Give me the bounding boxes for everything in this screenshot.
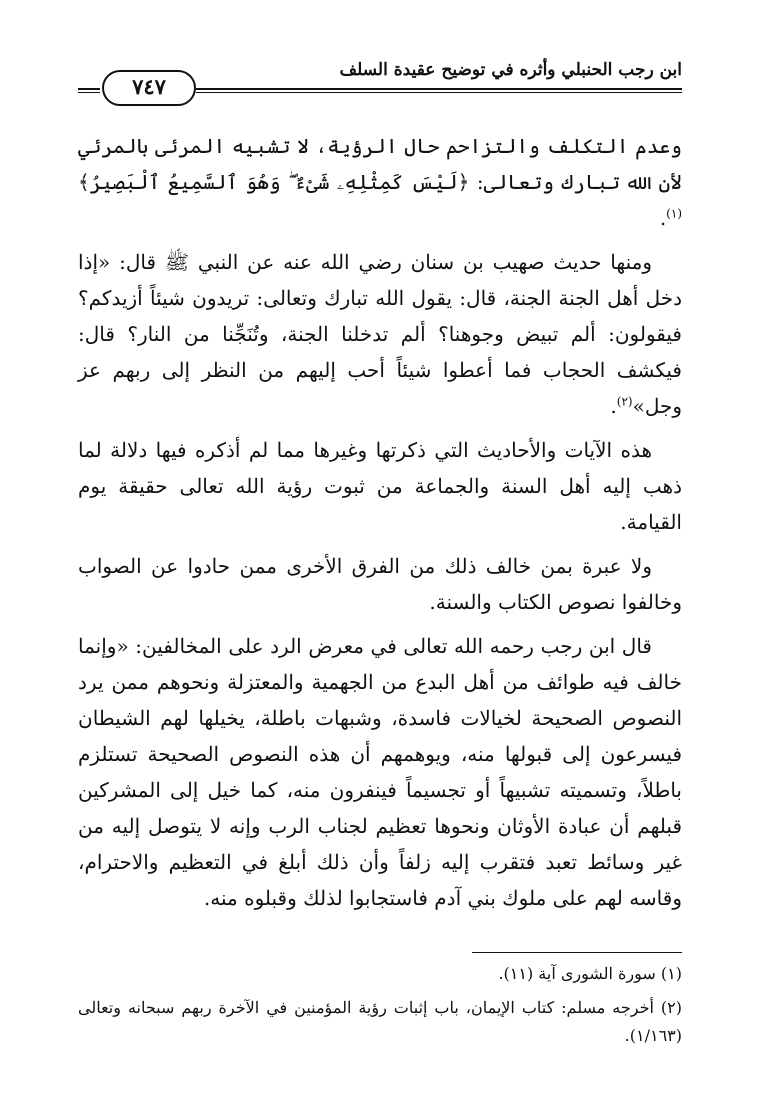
paragraph-1 xyxy=(78,128,682,236)
paragraph-4: ولا عبرة بمن خالف ذلك من الفرق الأخرى ممن حادوا عن الصواب وخالفوا نصوص الكتاب والسنة. xyxy=(78,554,682,614)
paragraph-3: هذه الآيات والأحاديث التي ذكرتها وغيرها مما لم أذكره فيها دلالة لما ذهب إليه أهل السنة والجماعة من ثبوت رؤية الله تعالى حقيقة يوم القيامة. xyxy=(78,438,682,534)
paragraph-5: قال ابن رجب رحمه الله تعالى في معرض الرد على المخالفين: «وإنما خالف فيه طوائف من أهل البدع من الجهمية والمعتزلة ونحوهم ممن يرد النصوص الصحيحة لخيالات فاسدة، وشبهات باطلة، يخيلها لهم الشيطان فيسرعون إلى قبولها منه، ويوهمهم أن هذه النصوص الصحيحة تستلزم باطلاً، وتسميته تشبيهاً أو تجسيماً فينفرون منه، كما خيل إلى المشركين قبلهم أن عبادة الأوثان ونحوها تعظيم لجناب الرب وإنه لا يتوصل إليه من غير وسائط تعبد فتقرب إليه زلفاً وأن ذلك أبلغ في التعظيم والاحترام، وقاسه لهم على ملوك بني آدم فاستجابوا لذلك وقبلوه منه. xyxy=(78,634,683,910)
footnotes xyxy=(78,960,682,1056)
footnote-ref-1: (١) xyxy=(666,206,682,221)
footnote-1: (١) سورة الشورى آية (١١). xyxy=(498,964,682,983)
paragraph-1-end: . xyxy=(659,206,667,230)
main-text xyxy=(78,128,682,924)
footnote-2: (٢) أخرجه مسلم: كتاب الإيمان، باب إثبات رؤية المؤمنين في الآخرة ربهم سبحانه وتعالى (١/١٦٣). xyxy=(78,998,682,1045)
footnote-separator xyxy=(472,952,682,953)
header-rule xyxy=(196,88,682,93)
header-title: ابن رجب الحنبلي وأثره في توضيح عقيدة السلف xyxy=(339,60,682,80)
paragraph-2 xyxy=(78,244,682,424)
paragraph-2-text: ومنها حديث صهيب بن سنان رضي الله عنه عن النبي ﷺ قال: «إذا دخل أهل الجنة الجنة، قال: يقول الله تبارك وتعالى: تريدون شيئاً أزيدكم؟ فيقولون: ألم تبيض وجوهنا؟ ألم تدخلنا الجنة، وتُنَجِّنا من النار؟ قال: فيكشف الحجاب فما أعطوا شيئاً أحب إليهم من النظر إلى ربهم عز وجل» xyxy=(78,250,682,418)
paragraph-2-end: . xyxy=(610,394,617,418)
running-header xyxy=(78,52,682,100)
header-rule-left xyxy=(78,88,100,93)
footnote-ref-2: (٢) xyxy=(616,394,633,409)
page-number: ٧٤٧ xyxy=(102,70,196,106)
paragraph-1-text: وعدم التكلف والتزاحم حال الرؤية، لا تشبيه المرئى بالمرئي لأن الله تبارك وتعالى: ﴿لَيْسَ كَمِثْلِهِۦ شَىْءٌ ۖ وَهُوَ ٱلسَّمِيعُ ٱلْبَصِيرُ﴾ xyxy=(78,134,682,194)
